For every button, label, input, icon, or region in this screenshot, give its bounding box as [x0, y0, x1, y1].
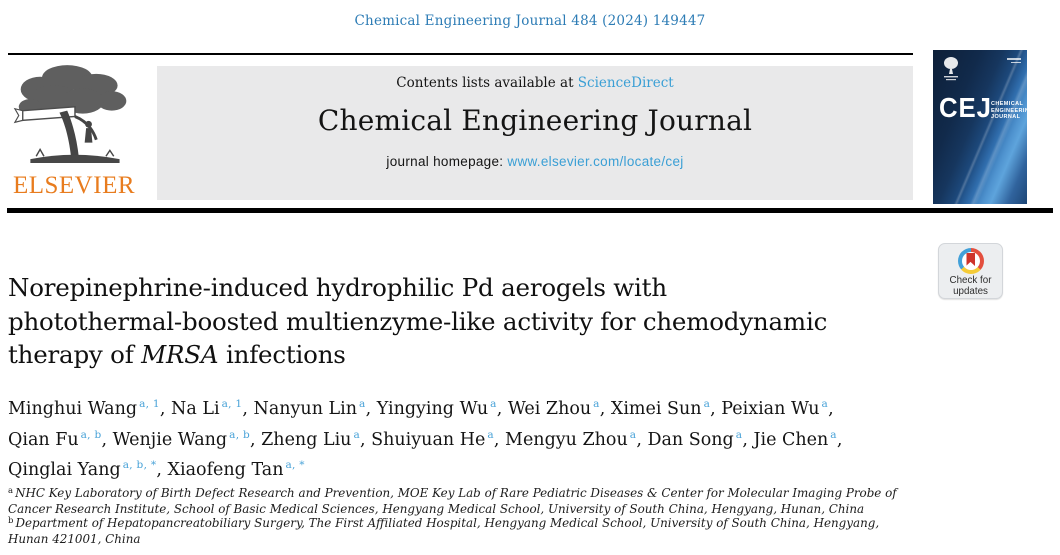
author: Wei Zhou $^a$,: [507, 398, 611, 419]
title-line3-suffix: infections: [218, 340, 346, 369]
header-top-rule: [8, 53, 913, 55]
author-affiliation-sup: a, b: [80, 428, 102, 441]
author: Ximei Sun $^a$,: [610, 398, 722, 419]
author-affiliation-sup: a: [593, 398, 600, 410]
author: Zheng Liu $^a$,: [261, 428, 372, 450]
author-affiliation-sup: a, 1: [139, 398, 160, 410]
journal-citation-header[interactable]: Chemical Engineering Journal 484 (2024) 149447: [354, 13, 706, 29]
elsevier-logo[interactable]: [8, 60, 140, 206]
contents-line: [157, 75, 913, 91]
author: Wenjie Wang $^{a, b}$,: [112, 428, 262, 450]
title-line: [8, 338, 918, 372]
author-affiliation-sup: a: [629, 428, 637, 441]
sciencedirect-link[interactable]: ScienceDirect: [577, 75, 674, 91]
author: Jie Chen $^a$,: [753, 428, 843, 450]
cover-name-line: CHEMICAL: [991, 101, 1024, 107]
author-affiliation-sup: a: [359, 398, 366, 410]
cover-name-line: ENGINEERING: [991, 107, 1034, 114]
title-line: Norepinephrine-induced hydrophilic Pd aerogels with: [8, 273, 667, 302]
crossmark-label-line2: updates: [953, 285, 988, 297]
author: Nanyun Lin $^a$,: [253, 398, 377, 419]
author: Shuiyuan He $^a$,: [371, 428, 506, 450]
affiliation: $^b$ Department of Hepatopancreatobiliary Surgery, The First Affiliated Hospital, Hengyang Medical School, University of South China, Hengyang, Hunan 421001, China: [8, 516, 880, 546]
crossmark-label-line1: Check for: [949, 275, 992, 286]
author: Qinglai Yang $^{a, b, *}$,: [8, 459, 168, 480]
affiliation: $^a$ NHC Key Laboratory of Birth Defect Research and Prevention, MOE Key Lab of Rare Pediatric Diseases & Center for Molecular Imaging Probe of Cancer Research Institute, School of Basic Medical Sciences, Hengyang Medical School, University of South China, Hengyang, Hunan, China: [8, 486, 897, 516]
elsevier-tree-icon: [11, 60, 137, 172]
crossmark-label: [939, 276, 1002, 297]
author-line: [8, 395, 938, 426]
title-line: photothermal-boosted multienzyme-like activity for chemodynamic: [8, 306, 828, 336]
author-affiliation-sup: a: [490, 398, 497, 410]
check-for-updates-badge[interactable]: [938, 243, 1003, 299]
homepage-line: [157, 154, 913, 169]
author: Peixian Wu $^a$,: [721, 398, 834, 419]
article-title: [8, 271, 918, 372]
author: Yingying Wu $^a$,: [376, 398, 508, 419]
affiliation-marker: b: [8, 516, 14, 526]
author-list: [8, 395, 938, 487]
title-line3-prefix: therapy of: [8, 340, 142, 369]
homepage-url-link[interactable]: www.elsevier.com/locate/cej: [507, 154, 684, 169]
author-affiliation-sup: a: [735, 428, 743, 441]
journal-header-box: [157, 66, 913, 200]
cover-journal-abbrev: CEJ: [939, 92, 992, 123]
author: Mengyu Zhou $^a$,: [505, 428, 648, 450]
cover-issn-text: [1007, 58, 1021, 65]
author-affiliation-sup: a: [703, 398, 711, 410]
author-affiliation-sup: a, 1: [221, 398, 243, 410]
author: Na Li $^{a, 1}$,: [171, 398, 254, 419]
elsevier-wordmark: ELSEVIER: [12, 172, 136, 199]
author-affiliation-sup: a: [487, 428, 494, 441]
homepage-label: journal homepage:: [386, 154, 508, 169]
header-thick-rule: [7, 208, 1053, 213]
author-affiliation-sup: a, b: [229, 428, 250, 441]
journal-title: Chemical Engineering Journal: [317, 104, 753, 137]
author-line: [8, 456, 938, 487]
cover-journal-name: [991, 101, 1034, 121]
author: Dan Song $^a$,: [647, 428, 754, 450]
author: Minghui Wang $^{a, 1}$,: [8, 398, 172, 419]
author-affiliation-sup: a: [821, 398, 829, 410]
author-affiliation-sup: a: [353, 428, 361, 441]
cover-elsevier-mini-icon: [942, 56, 960, 82]
author: Xiaofeng Tan $^{a, *}$: [167, 459, 305, 480]
affiliations: [8, 486, 911, 546]
affiliation-marker: a: [8, 486, 14, 496]
author: Qian Fu $^{a, b}$,: [8, 428, 113, 450]
author-affiliation-sup: a, *: [285, 459, 305, 471]
contents-prefix: Contents lists available at: [396, 75, 578, 91]
author-affiliation-sup: a: [830, 428, 837, 441]
journal-cover-thumbnail[interactable]: [933, 50, 1034, 204]
author-affiliation-sup: a, b, *: [122, 459, 157, 471]
author-line: [8, 426, 938, 457]
cover-name-line: JOURNAL: [991, 114, 1021, 120]
title-line3-italic: MRSA: [141, 340, 219, 369]
